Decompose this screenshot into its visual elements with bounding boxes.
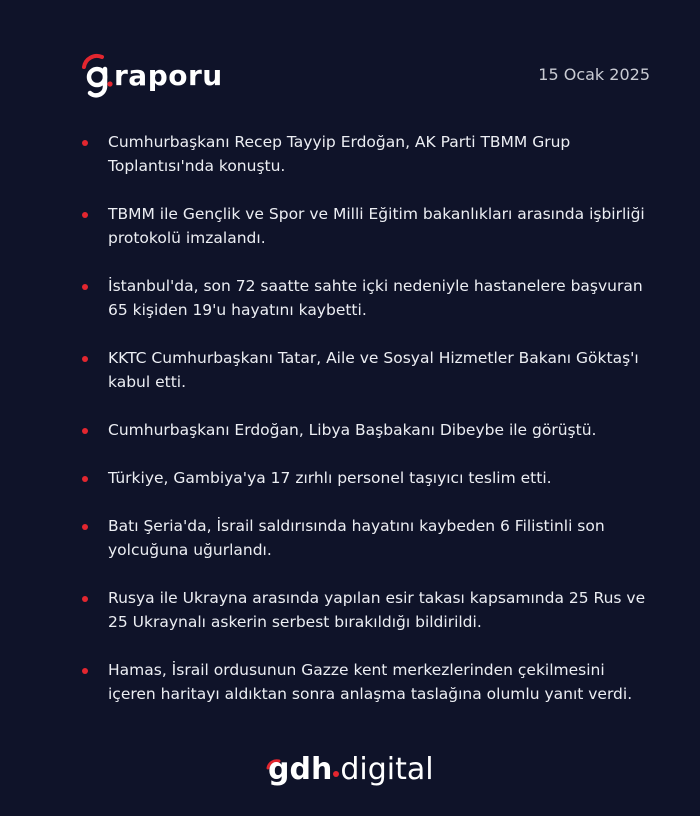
date-label: 15 Ocak 2025 xyxy=(538,65,650,84)
news-text: KKTC Cumhurbaşkanı Tatar, Aile ve Sosyal Hizmetler Bakanı Göktaş'ı kabul etti. xyxy=(108,349,639,391)
news-text: Rusya ile Ukrayna arasında yapılan esir takası kapsamında 25 Rus ve 25 Ukraynalı askerin serbest bırakıldığı bildirildi. xyxy=(108,589,646,631)
bullet-icon xyxy=(82,212,88,218)
bullet-icon xyxy=(82,140,88,146)
news-item xyxy=(80,514,650,562)
bullet-icon xyxy=(82,284,88,290)
news-item xyxy=(80,466,650,490)
brand-light: digital xyxy=(340,752,434,787)
bullet-icon xyxy=(82,356,88,362)
news-item xyxy=(80,658,650,706)
logo-text: raporu xyxy=(114,58,223,92)
gdh-digital-logo xyxy=(268,752,434,796)
news-item xyxy=(80,586,650,634)
news-list xyxy=(80,130,650,706)
news-text: Cumhurbaşkanı Erdoğan, Libya Başbakanı Dibeybe ile görüştü. xyxy=(108,421,597,439)
bullet-icon xyxy=(82,476,88,482)
bullet-icon xyxy=(82,524,88,530)
news-text: TBMM ile Gençlik ve Spor ve Milli Eğitim bakanlıkları arasında işbirliği protokolü imzalandı. xyxy=(108,205,645,247)
news-item xyxy=(80,202,650,250)
news-text: Cumhurbaşkanı Recep Tayyip Erdoğan, AK Parti TBMM Grup Toplantısı'nda konuştu. xyxy=(108,133,571,175)
news-item xyxy=(80,274,650,322)
news-text: Batı Şeria'da, İsrail saldırısında hayatını kaybeden 6 Filistinli son yolcuğuna uğurlandı. xyxy=(108,517,605,559)
news-item xyxy=(80,418,650,442)
brand-bold: gdh xyxy=(268,752,333,787)
news-text: Türkiye, Gambiya'ya 17 zırhlı personel taşıyıcı teslim etti. xyxy=(108,469,552,487)
graporu-logo xyxy=(80,52,223,102)
bullet-icon xyxy=(82,668,88,674)
news-text: Hamas, İsrail ordusunun Gazze kent merkezlerinden çekilmesini içeren haritayı aldıktan sonra anlaşma taslağına olumlu yanıt verdi. xyxy=(108,661,633,703)
brand-dot-icon xyxy=(333,771,339,777)
news-text: İstanbul'da, son 72 saatte sahte içki nedeniyle hastanelere başvuran 65 kişiden 19'u hayatını kaybetti. xyxy=(108,277,643,319)
news-item xyxy=(80,130,650,178)
bullet-icon xyxy=(82,428,88,434)
header xyxy=(0,0,700,110)
news-item xyxy=(80,346,650,394)
bullet-icon xyxy=(82,596,88,602)
g-logo-icon xyxy=(80,53,114,101)
